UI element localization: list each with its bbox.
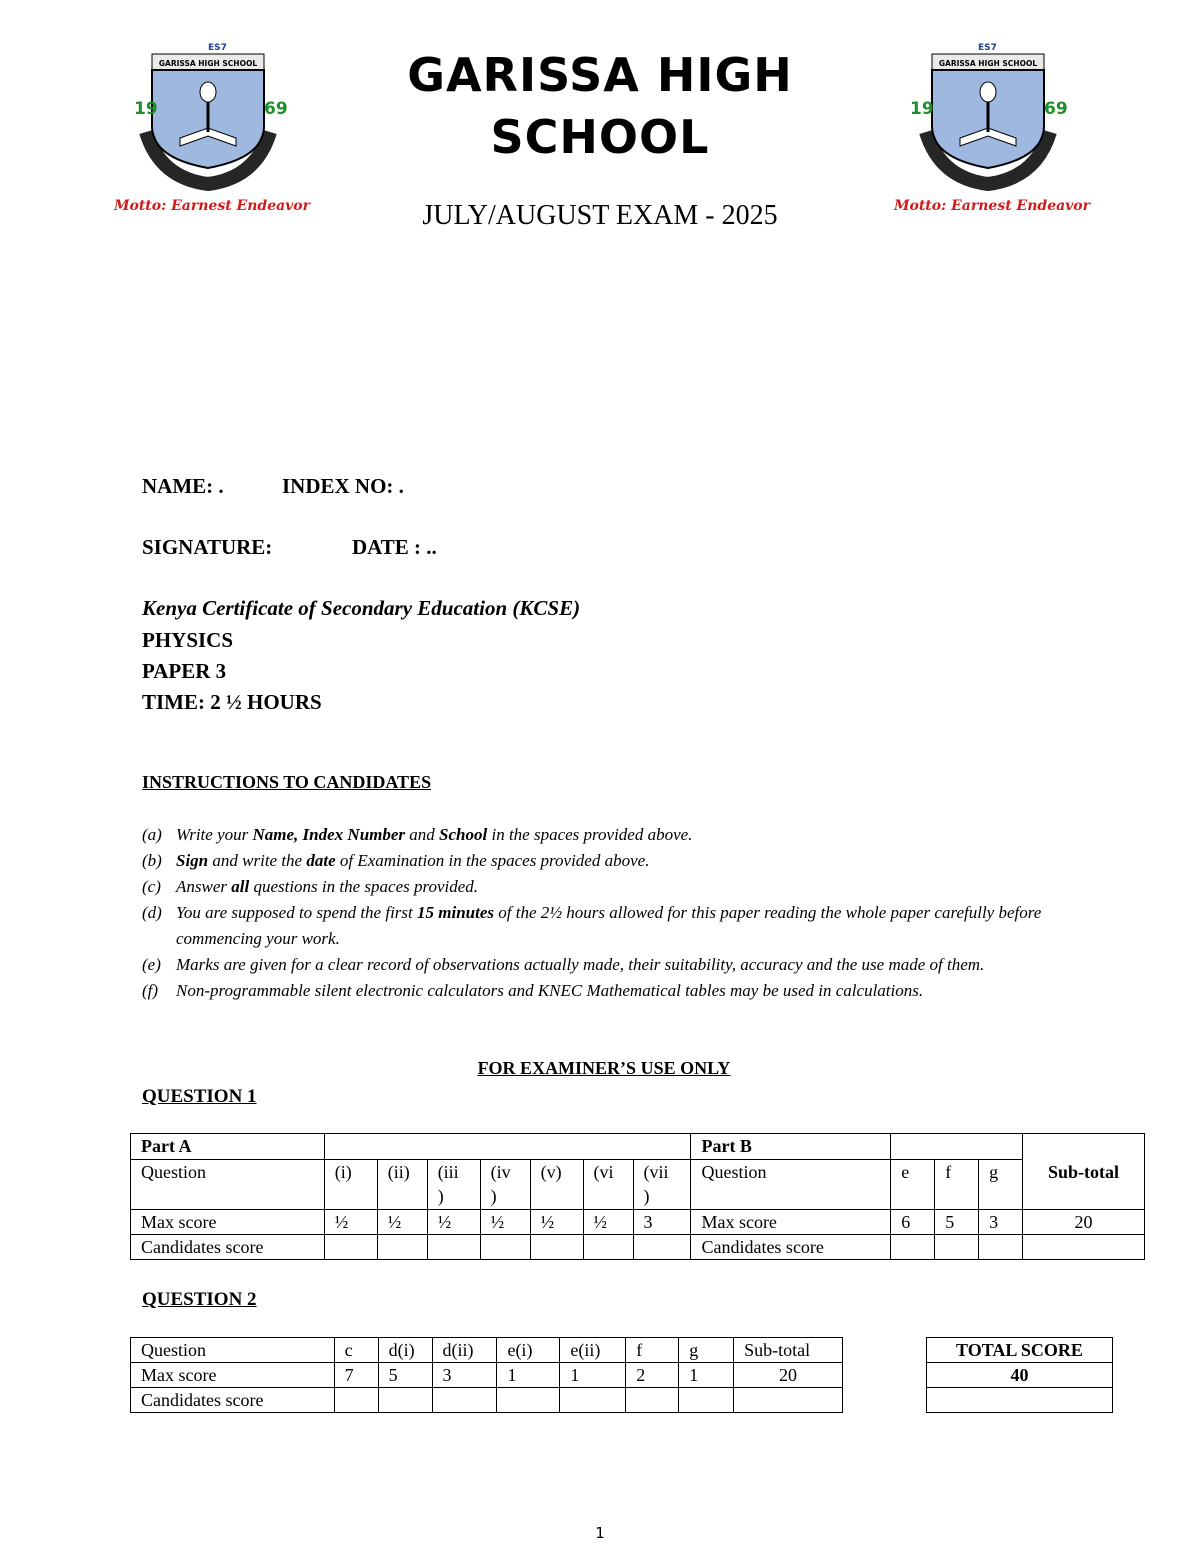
instruction-emphasis: 15 minutes bbox=[417, 903, 495, 922]
school-title-line1: GARISSA HIGH bbox=[407, 48, 793, 102]
q1-part-a-question: (iii ) bbox=[427, 1160, 480, 1210]
instruction-item bbox=[142, 900, 1082, 952]
time: TIME: 2 ½ HOURS bbox=[142, 690, 322, 714]
svg-text:Motto: Earnest Endeavor: Motto: Earnest Endeavor bbox=[893, 198, 1091, 214]
q1-max-score: 3 bbox=[979, 1210, 1023, 1235]
score-cell[interactable] bbox=[324, 1235, 377, 1260]
score-cell[interactable] bbox=[560, 1388, 626, 1413]
q1-max-score: ½ bbox=[377, 1210, 427, 1235]
total-score-value: 40 bbox=[927, 1363, 1113, 1388]
q2-question: d(i) bbox=[378, 1338, 432, 1363]
q1-max-score: 6 bbox=[891, 1210, 935, 1235]
max-score-label: Max score bbox=[691, 1210, 891, 1235]
instruction-text bbox=[176, 900, 1082, 952]
candidates-score-label: Candidates score bbox=[131, 1235, 325, 1260]
question2-table bbox=[130, 1337, 843, 1413]
score-cell[interactable] bbox=[530, 1235, 583, 1260]
candidates-score-label: Candidates score bbox=[691, 1235, 891, 1260]
instruction-fragment: and bbox=[405, 825, 440, 844]
question2-heading: QUESTION 2 bbox=[142, 1289, 257, 1310]
q1-subtotal-max: 20 bbox=[1023, 1210, 1145, 1235]
exam-title: JULY/AUGUST EXAM - 2025 bbox=[422, 200, 778, 231]
instruction-fragment: of the 2½ hours allowed for this paper reading the whole paper carefully before commencing your work. bbox=[176, 903, 1042, 948]
max-score-label: Max score bbox=[131, 1363, 335, 1388]
q2-max-score: 1 bbox=[560, 1363, 626, 1388]
instruction-emphasis: all bbox=[231, 877, 250, 896]
score-cell[interactable] bbox=[935, 1235, 979, 1260]
score-cell[interactable] bbox=[679, 1388, 734, 1413]
school-logo-right bbox=[893, 40, 1091, 220]
question1-heading: QUESTION 1 bbox=[142, 1086, 257, 1107]
part-b-label: Part B bbox=[691, 1134, 891, 1160]
score-cell[interactable] bbox=[1023, 1235, 1145, 1260]
kcse-title: Kenya Certificate of Secondary Education (KCSE) bbox=[142, 596, 581, 620]
paper: PAPER 3 bbox=[142, 659, 227, 683]
svg-text:ES7: ES7 bbox=[978, 43, 997, 53]
instruction-emphasis: Sign bbox=[176, 851, 209, 870]
index-field[interactable]: INDEX NO: . bbox=[282, 474, 404, 498]
question1-table bbox=[130, 1133, 1145, 1260]
max-score-label: Max score bbox=[131, 1210, 325, 1235]
q2-question: c bbox=[334, 1338, 378, 1363]
part-a-label: Part A bbox=[131, 1134, 325, 1160]
q1-max-score: ½ bbox=[583, 1210, 633, 1235]
instruction-fragment: Answer bbox=[176, 877, 232, 896]
instruction-item bbox=[142, 952, 1082, 978]
signature-field[interactable]: SIGNATURE: bbox=[142, 535, 273, 559]
score-cell[interactable] bbox=[626, 1388, 679, 1413]
q1-max-score: 5 bbox=[935, 1210, 979, 1235]
q2-question: e(ii) bbox=[560, 1338, 626, 1363]
school-title bbox=[360, 44, 840, 168]
instruction-fragment: questions in the spaces provided. bbox=[249, 877, 479, 896]
q1-part-a-question: (v) bbox=[530, 1160, 583, 1210]
total-score-label: TOTAL SCORE bbox=[927, 1338, 1113, 1363]
score-cell[interactable] bbox=[583, 1235, 633, 1260]
score-cell[interactable] bbox=[378, 1388, 432, 1413]
svg-text:69: 69 bbox=[264, 99, 288, 119]
instruction-fragment: and write the bbox=[208, 851, 307, 870]
instruction-item bbox=[142, 874, 1082, 900]
instruction-fragment: Write your bbox=[176, 825, 253, 844]
instructions-list bbox=[142, 822, 1082, 1004]
instruction-item bbox=[142, 848, 1082, 874]
score-cell[interactable] bbox=[633, 1235, 691, 1260]
school-logo-left bbox=[113, 40, 311, 220]
q2-max-score: 5 bbox=[378, 1363, 432, 1388]
score-cell[interactable] bbox=[480, 1235, 530, 1260]
instruction-text bbox=[176, 848, 1082, 874]
instruction-text bbox=[176, 874, 1082, 900]
instruction-label: (c) bbox=[142, 877, 161, 896]
q2-question: e(i) bbox=[497, 1338, 560, 1363]
logo-motto: Motto: Earnest Endeavor bbox=[113, 198, 311, 214]
q1-part-b-question: e bbox=[891, 1160, 935, 1210]
name-field[interactable]: NAME: . bbox=[142, 474, 224, 498]
q1-max-score: ½ bbox=[324, 1210, 377, 1235]
instruction-emphasis: School bbox=[439, 825, 488, 844]
score-cell[interactable] bbox=[432, 1388, 497, 1413]
q1-part-a-question: (iv ) bbox=[480, 1160, 530, 1210]
score-cell[interactable] bbox=[734, 1388, 843, 1413]
candidates-score-label: Candidates score bbox=[131, 1388, 335, 1413]
instruction-label: (b) bbox=[142, 851, 162, 870]
subtotal-header: Sub-total bbox=[1023, 1134, 1145, 1210]
logo-banner: GARISSA HIGH SCHOOL bbox=[158, 59, 258, 68]
subject: PHYSICS bbox=[142, 628, 234, 652]
svg-text:19: 19 bbox=[910, 99, 934, 119]
question-label: Question bbox=[691, 1160, 891, 1210]
q2-max-score: 7 bbox=[334, 1363, 378, 1388]
instruction-item bbox=[142, 822, 1082, 848]
q1-max-score: ½ bbox=[530, 1210, 583, 1235]
instruction-label: (e) bbox=[142, 955, 161, 974]
instruction-text bbox=[176, 978, 1082, 1004]
signature-date-row bbox=[142, 535, 437, 560]
q1-max-score: 3 bbox=[633, 1210, 691, 1235]
instruction-fragment: Marks are given for a clear record of observations actually made, their suitability, accuracy and the use made of them. bbox=[176, 955, 985, 974]
q1-max-score: ½ bbox=[480, 1210, 530, 1235]
total-score-cell[interactable] bbox=[927, 1388, 1113, 1413]
name-index-row bbox=[142, 474, 404, 499]
score-cell[interactable] bbox=[377, 1235, 427, 1260]
svg-text:69: 69 bbox=[1044, 99, 1068, 119]
score-cell[interactable] bbox=[497, 1388, 560, 1413]
instruction-text bbox=[176, 952, 1082, 978]
q2-max-score: 1 bbox=[679, 1363, 734, 1388]
score-cell[interactable] bbox=[334, 1388, 378, 1413]
svg-text:19: 19 bbox=[134, 99, 158, 119]
q1-part-a-question: (vi bbox=[583, 1160, 633, 1210]
instruction-item bbox=[142, 978, 1082, 1004]
question-label: Question bbox=[131, 1160, 325, 1210]
instruction-emphasis: Name, Index Number bbox=[252, 825, 406, 844]
score-cell[interactable] bbox=[427, 1235, 480, 1260]
q1-max-score: ½ bbox=[427, 1210, 480, 1235]
q2-subtotal-max: 20 bbox=[734, 1363, 843, 1388]
instruction-label: (d) bbox=[142, 903, 162, 922]
q2-max-score: 1 bbox=[497, 1363, 560, 1388]
instruction-fragment: in the spaces provided above. bbox=[487, 825, 693, 844]
svg-text:GARISSA HIGH SCHOOL: GARISSA HIGH SCHOOL bbox=[938, 59, 1038, 68]
instruction-text bbox=[176, 822, 1082, 848]
page-number: 1 bbox=[595, 1524, 605, 1542]
total-score-table bbox=[926, 1337, 1113, 1413]
instruction-fragment: Non-programmable silent electronic calculators and KNEC Mathematical tables may be used in calculations. bbox=[176, 981, 924, 1000]
instruction-label: (a) bbox=[142, 825, 162, 844]
examiner-heading: FOR EXAMINER’S USE ONLY bbox=[477, 1058, 731, 1078]
q1-part-a-question: (ii) bbox=[377, 1160, 427, 1210]
q2-question: d(ii) bbox=[432, 1338, 497, 1363]
score-cell[interactable] bbox=[979, 1235, 1023, 1260]
q2-question: f bbox=[626, 1338, 679, 1363]
instruction-label: (f) bbox=[142, 981, 159, 1000]
q1-part-b-question: f bbox=[935, 1160, 979, 1210]
school-title-line2: SCHOOL bbox=[490, 110, 710, 164]
q1-part-a-question: (vii ) bbox=[633, 1160, 691, 1210]
logo-top-text: ES7 bbox=[208, 43, 227, 53]
q2-question: g bbox=[679, 1338, 734, 1363]
instruction-fragment: You are supposed to spend the first bbox=[176, 903, 418, 922]
q1-part-b-question: g bbox=[979, 1160, 1023, 1210]
q2-max-score: 2 bbox=[626, 1363, 679, 1388]
question-label: Question bbox=[131, 1338, 335, 1363]
instructions-heading: INSTRUCTIONS TO CANDIDATES bbox=[142, 772, 432, 792]
date-field[interactable]: DATE : .. bbox=[352, 535, 437, 559]
q2-subtotal-header: Sub-total bbox=[734, 1338, 843, 1363]
q2-max-score: 3 bbox=[432, 1363, 497, 1388]
instruction-emphasis: date bbox=[306, 851, 336, 870]
score-cell[interactable] bbox=[891, 1235, 935, 1260]
q1-part-a-question: (i) bbox=[324, 1160, 377, 1210]
instruction-fragment: of Examination in the spaces provided above. bbox=[335, 851, 650, 870]
